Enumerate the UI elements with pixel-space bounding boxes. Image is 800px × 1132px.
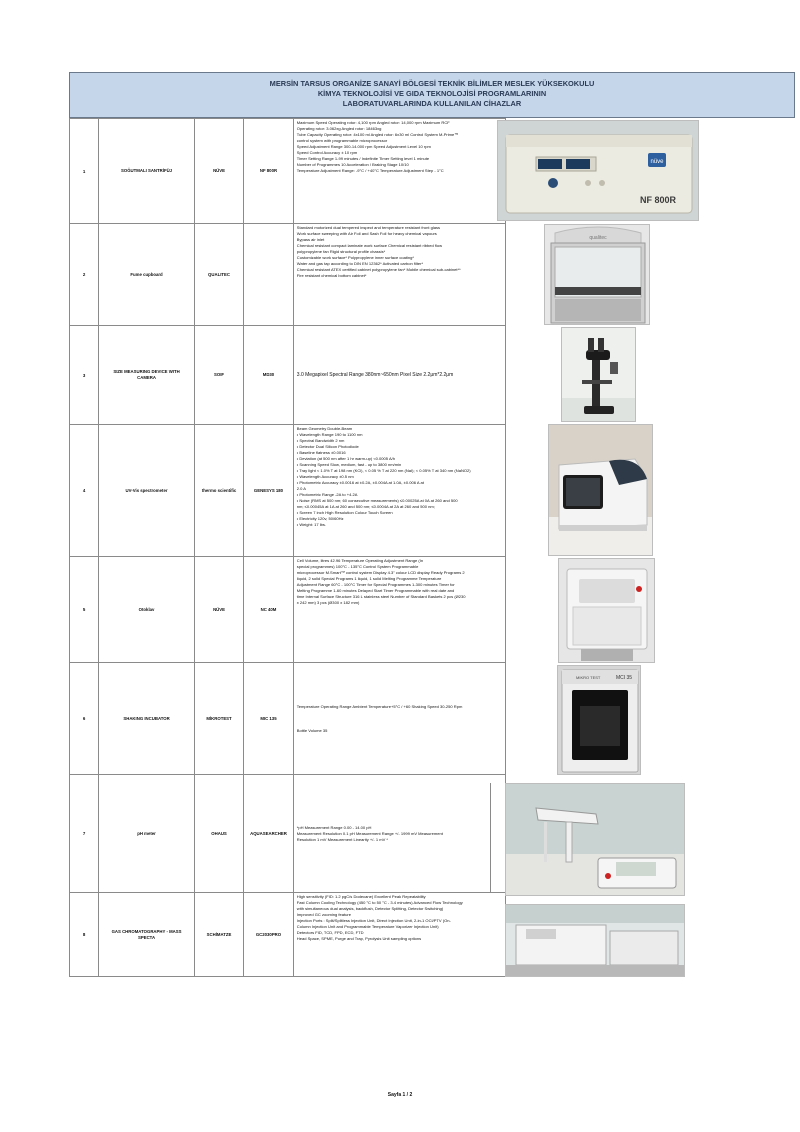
device-model: GENESYS 180 [244,425,294,557]
device-name: Fume cupboard [99,224,195,326]
header-line-2: KİMYA TEKNOLOJİSİ VE GIDA TEKNOLOJİSİ PROGRAMLARININ [317,89,547,98]
microscope-photo [561,327,636,422]
fume-hood-logo: qualitec [589,235,607,241]
spec-line: 3.0 Megapixel Spectral Range 380nm~650nm Pixel Size 2.2μm*2.2μm [296,372,454,378]
spec-line: polypropylene fan Rigid structural profile chassis* [296,249,386,254]
gcms-illustration [506,905,685,977]
row-number: 7 [70,775,99,893]
spec-line: • Wavelength Range 190 to 1100 nm [296,432,363,437]
spec-line: • Wavelength Accuracy ±0.5 nm [296,474,354,479]
spec-line: Chemical resistant compact laminate work surface Chemical resistant ribbed flow [296,243,443,248]
autoclave-photo [558,558,655,663]
incubator-illustration [558,666,641,775]
device-specs [293,119,506,224]
device-name: SHAKING INCUBATOR [99,663,195,775]
table-row [70,893,800,977]
device-brand: NÜVE [194,557,243,663]
table-row [70,557,800,663]
device-brand: OHAUS [194,775,243,893]
device-model: NC 40M [244,557,294,663]
table-row [70,775,800,893]
spec-line: control system with programmable microprocessor [296,138,388,143]
device-name: pH meter [99,775,195,893]
spec-line: special programmes) 100°C - 135°C Control System Programmable [296,564,419,569]
spec-line: Customizable work surface* Polypropylene inner surface coating* [296,255,414,260]
device-specs [293,224,506,326]
header-line-3: LABORATUVARLARINDA KULLANILAN CİHAZLAR [342,99,522,108]
spec-line: nm; ≤0.00045A at 1A at 260 and 500 nm; ≤0.0004A at 2A at 260 and 500 nm; [296,504,435,509]
fume-hood-illustration [545,225,650,325]
gcms-photo [505,904,685,977]
device-specs [293,425,506,557]
spec-line: • Detector Dual Silicon Photodiode [296,444,359,449]
equipment-table [69,118,800,977]
device-brand: QUALITEC [194,224,243,326]
spec-line: • Weight: 17 lbs. [296,522,327,527]
spec-line: Chemical resistant ATEX certified cabinet polypropylene fan* Mobile chemical sub-cabinet** [296,267,461,272]
spec-line: Improved GC zooming feature [296,912,351,917]
spec-line: Speed Control Accuracy ± 10 rpm [296,150,358,155]
document-header [69,72,795,118]
spec-line: Water and gas tap according to DIN EN 12362* Activated carbon filter* [296,261,424,266]
spec-line: • Spectral Bandwidth 2 nm [296,438,345,443]
spec-line: Detectors FID, TCD, FPD, ECD, FTD [296,930,364,935]
device-name: Otoklav [99,557,195,663]
spec-line: with simultaneous dual analysis, backflush, Detector Splitting, Detector Switching) [296,906,444,911]
device-model: MIC 135 [244,663,294,775]
device-name: SIZE MEASURING DEVICE WITH CAMERA [99,326,195,425]
device-name: GAS CHROMATOGRAPHY - MASS SPECTA [99,893,195,977]
spec-line: Temperature Adjustment Range: -9°C / +40°C Temperature Adjustment Step - 1°C [296,168,444,173]
ph-meter-illustration [506,784,685,896]
spec-line: Maximum Speed Operating rotor: 4,100 rpm Angled rotor: 14,000 rpm Maximum RCF [296,120,450,125]
device-specs [293,775,506,893]
spec-line: Bottle Volume 35 [296,727,328,733]
centrifuge-logo: nüve [650,159,664,165]
spec-line: time Internal Surface Structure 316 L stainless steel Number of Standard Baskets 2 pcs (Ø230 [296,594,466,599]
spec-line: Resolution 1 mV Measurement Linearity +/- 1 mV * [296,836,388,842]
device-brand: MİKROTEST [194,663,243,775]
spec-line: High sensitivity (FID: 1.2 pgC/s Dodecane) Excellent Peak Repeatability [296,894,426,899]
spec-line: Tube Capacity Operating rotor: 4x100 ml Angled rotor: 6x30 ml Control System M-Prime™ [296,132,459,137]
centrifuge-photo [497,120,699,221]
spec-line: Standard motorized dual tempered inspect and temperature resistant front glass [296,225,441,230]
spec-line: Timer Setting Range 1-99 minutes / Indefinite Timer Setting level 1 minute [296,156,430,161]
device-specs [293,663,506,775]
spec-line: Speed Adjustment Range 300-14.000 rpm Speed Adjustment Level 10 rpm [296,144,431,149]
spec-line: Operating rotor: 3.062xg Angled rotor: 18463xg [296,126,382,131]
header-line-1: MERSİN TARSUS ORGANİZE SANAYİ BÖLGESİ TEKNİK BİLİMLER MESLEK YÜKSEKOKULU [269,79,595,88]
spec-line: Adjustment Range 60°C - 100°C Timer for Special Programmes 1-300 minutes Timer for [296,582,455,587]
page-footer: Sayfa 1 / 2 [387,1092,413,1098]
device-model: GC2030PRO [244,893,294,977]
spec-line: Temperature Operating Range Ambient Temperature+5°C / +60 Shaking Speed 30-250 Rpm [296,703,463,709]
microscope-illustration [562,328,636,422]
incubator-photo [557,665,641,775]
spec-line: Beam Geometry Double-Beam [296,426,353,431]
row-number: 6 [70,663,99,775]
device-brand: SOIF [194,326,243,425]
spec-line: Head Space, SPME, Purge and Trap, Pyrolysis Unit sampling options [296,936,422,941]
spec-line: liquid, 2 solid Special Programs 1 liquid, 1 solid Melting Programme Temperature [296,576,442,581]
row-number: 3 [70,326,99,425]
row-number: 4 [70,425,99,557]
device-model: MD30 [244,326,294,425]
spec-line: Number of Programmes 10 Acceleration / Braking Stage 10/10 [296,162,409,167]
spec-line: Melting Programme 1-60 minutes Delayed Start Timer Programmable with real date and [296,588,455,593]
device-brand: thermo scientific [194,425,243,557]
device-name: SOĞUTMALI SANTRİFÜJ [99,119,195,224]
spectrometer-illustration [549,425,653,556]
table-row [70,425,800,557]
table-row [70,224,800,326]
table-row [70,663,800,775]
centrifuge-model-plate: NF 800R [639,195,677,205]
spec-line: • Baseline flatness ±0.0016 [296,450,346,455]
centrifuge-illustration [498,121,699,221]
device-brand: SCHİMATZE [194,893,243,977]
device-name: UV-Vis spectrometer [99,425,195,557]
spec-line: • Electricity 120v, 50/60Hz [296,516,344,521]
autoclave-illustration [559,559,655,663]
spec-line: • Deviation (at 500 nm after 1 hr warm-up) <0.0005 A/h [296,456,396,461]
table-row [70,326,800,425]
spec-line: • Screen 7 inch High Resolution Colour Touch Screen [296,510,393,515]
spec-line: • Tray light < 1.0% T at 198 nm (KCl), < 0.05 % T at 220 nm (NaI); < 0.05% T at 340 nm (NaNO2) [296,468,471,473]
spec-line: Cell Volume, litres 42.96 Temperature Operating Adjustment Range (In [296,558,424,563]
fume-hood-photo [544,224,650,325]
spec-line: Work surface sweeping with Air Foil and Sash Foil for heavy chemical vapours [296,231,437,236]
spec-line: x 242 mm) 3 pcs (Ø300 x 182 mm) [296,600,360,605]
spec-line: Column Injection Unit and Programmable Temperature Vaporizer Injection Unit) [296,924,439,929]
row-number: 1 [70,119,99,224]
spec-line: microprocessor M.Smart™ control system Display 4.3" colour LCD display Ready Programs 2 [296,570,465,575]
row-number: 8 [70,893,99,977]
row-number: 2 [70,224,99,326]
device-specs [293,893,506,977]
spec-line: • Photometric Accuracy ±0.0016 at ±0.2A, ±0.004A at 1.0A, ±0.006 A at [296,480,424,485]
device-model: NF 800R [244,119,294,224]
spec-line: 2.0 A [296,486,307,491]
photo-cell [506,326,800,425]
spec-line: *pH Measurement Range 0.00 - 14.00 pH [296,824,372,830]
spec-line: Fast Column Cooling Technology (450 °C to 50 °C - 3.4 minutes) Advanced Flow Technology [296,900,463,905]
ph-meter-photo [505,783,685,896]
device-specs [293,326,506,425]
photo-cell [506,663,800,775]
spec-line: • Photometric Range -2A to +4.2A [296,492,358,497]
device-model: AQUASEARCHER [244,775,294,893]
device-model [244,224,294,326]
ph-row-border [490,783,491,893]
spectrometer-photo [548,424,653,556]
incubator-badge: MCI 35 [615,675,633,681]
row-number: 5 [70,557,99,663]
spec-line: • Scanning Speed Slow, medium, fast - up to 3800 nm/min [296,462,402,467]
device-specs [293,557,506,663]
spec-line: Bypass air inlet [296,237,325,242]
spec-line: Fire resistant chemical bottom cabinet* [296,273,367,278]
spec-line: • Noise (RMS at 500 nm; 60 consecutive measurements) ≤0.00025A at 0A at 260 and 500 [296,498,458,503]
device-brand: NÜVE [194,119,243,224]
spec-line: Injection Ports : Split/Splitless Injection Unit, Direct Injection Unit, 2-in-1 OCI/PTV (On- [296,918,451,923]
incubator-logo: MIKRO TEST [576,675,601,680]
spec-line: Measurement Resolution 0.1 pH Measurement Range +/- 1999 mV Measurement [296,830,443,836]
